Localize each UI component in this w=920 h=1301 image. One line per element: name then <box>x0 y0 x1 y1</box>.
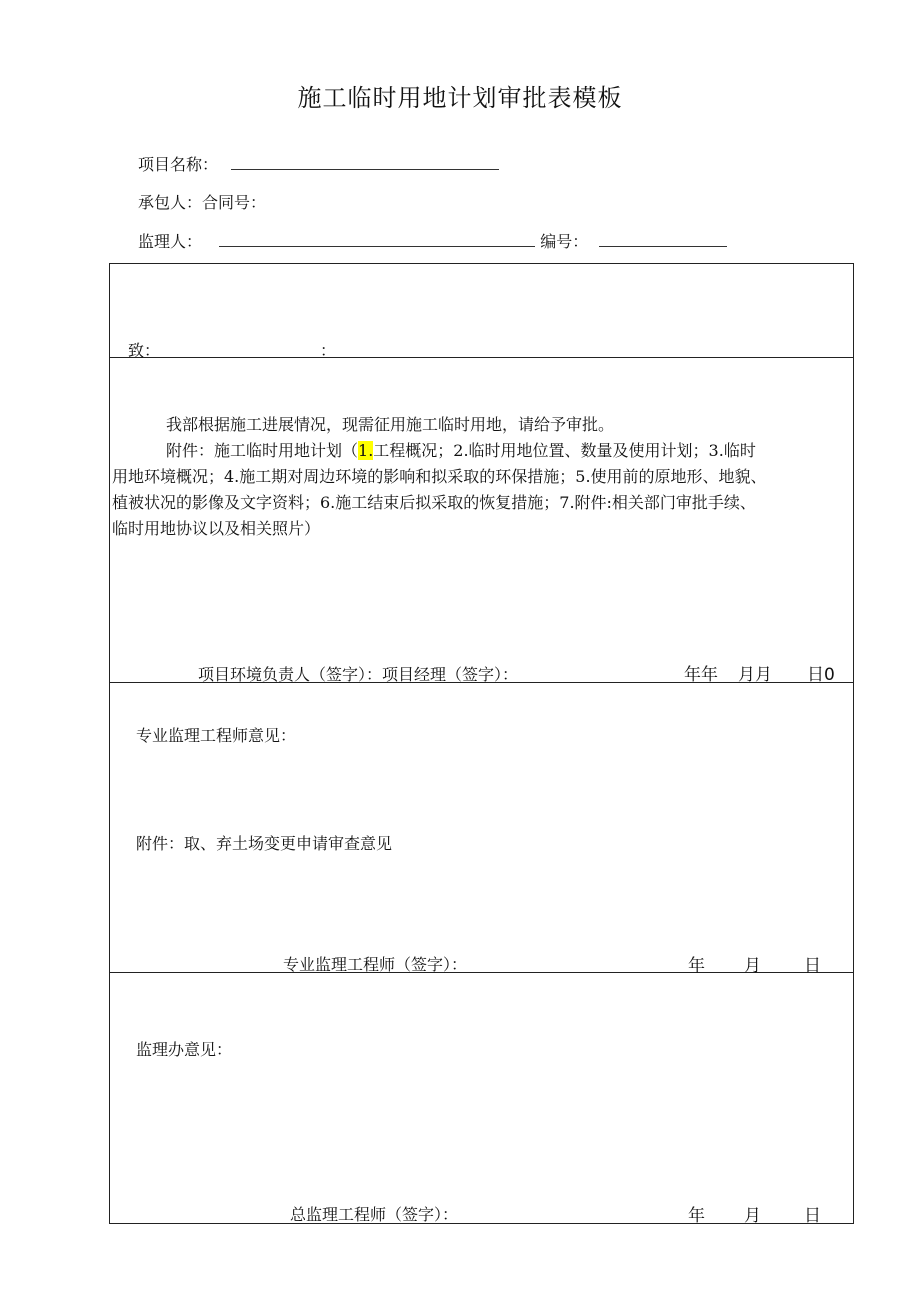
engineer-attachment: 附件：取、弃土场变更申请审查意见 <box>136 834 393 853</box>
to-field[interactable] <box>160 344 320 356</box>
project-name-field[interactable] <box>231 157 499 170</box>
engineer-year: 年 <box>688 956 705 976</box>
chief-sign-label: 总监理工程师（签字）： <box>290 1205 459 1224</box>
office-opinion-label: 监理办意见： <box>136 1040 233 1059</box>
to-label: 致： <box>128 341 161 360</box>
attachment-line-1 <box>166 438 756 461</box>
page-title: 施工临时用地计划审批表模板 <box>297 84 623 112</box>
project-name-label: 项目名称： <box>138 155 219 174</box>
supervisor-field[interactable] <box>219 234 535 247</box>
chief-year: 年 <box>688 1206 705 1226</box>
to-section <box>110 264 854 358</box>
date-year: 年年 <box>684 665 718 685</box>
request-section <box>110 358 854 683</box>
highlighted-number: 1. <box>358 441 374 460</box>
to-colon: ： <box>320 341 337 360</box>
date-month: 月月 <box>738 665 772 685</box>
chief-month: 月 <box>744 1206 761 1226</box>
attachment-line-3: 植被状况的影像及文字资料；6.施工结束后拟采取的恢复措施；7.附件:相关部门审批手续、 <box>112 493 756 512</box>
number-label: 编号： <box>540 232 589 251</box>
engineer-opinion-label: 专业监理工程师意见： <box>136 726 297 745</box>
supervisor-label: 监理人： <box>138 232 203 251</box>
attachment-line-4: 临时用地协议以及相关照片） <box>112 519 321 538</box>
attachment-line-1b: 工程概况；2.临时用地位置、数量及使用计划；3.临时 <box>373 441 756 460</box>
attachment-line-2: 用地环境概况；4.施工期对周边环境的影响和拟采取的环保措施；5.使用前的原地形、地貌、 <box>112 467 767 486</box>
attachment-line-1a: 附件：施工临时用地计划（ <box>166 441 359 460</box>
contractor-row <box>138 190 266 213</box>
office-opinion-section <box>110 973 854 1224</box>
contractor-label: 承包人：合同号： <box>138 193 267 212</box>
chief-day: 日 <box>804 1206 821 1226</box>
project-name-row <box>138 152 499 175</box>
approval-form-table <box>109 263 854 1224</box>
request-text: 我部根据施工进展情况，现需征用施工临时用地，请给予审批。 <box>166 415 615 434</box>
engineer-opinion-section <box>110 683 854 976</box>
supervisor-row <box>138 229 727 252</box>
date-day: 日0 <box>807 665 835 685</box>
engineer-month: 月 <box>744 956 761 976</box>
manager-sign-label: 项目环境负责人（签字）：项目经理（签字）： <box>198 665 519 684</box>
engineer-day: 日 <box>804 956 821 976</box>
engineer-sign-label: 专业监理工程师（签字）： <box>283 955 468 974</box>
number-field[interactable] <box>599 234 727 247</box>
